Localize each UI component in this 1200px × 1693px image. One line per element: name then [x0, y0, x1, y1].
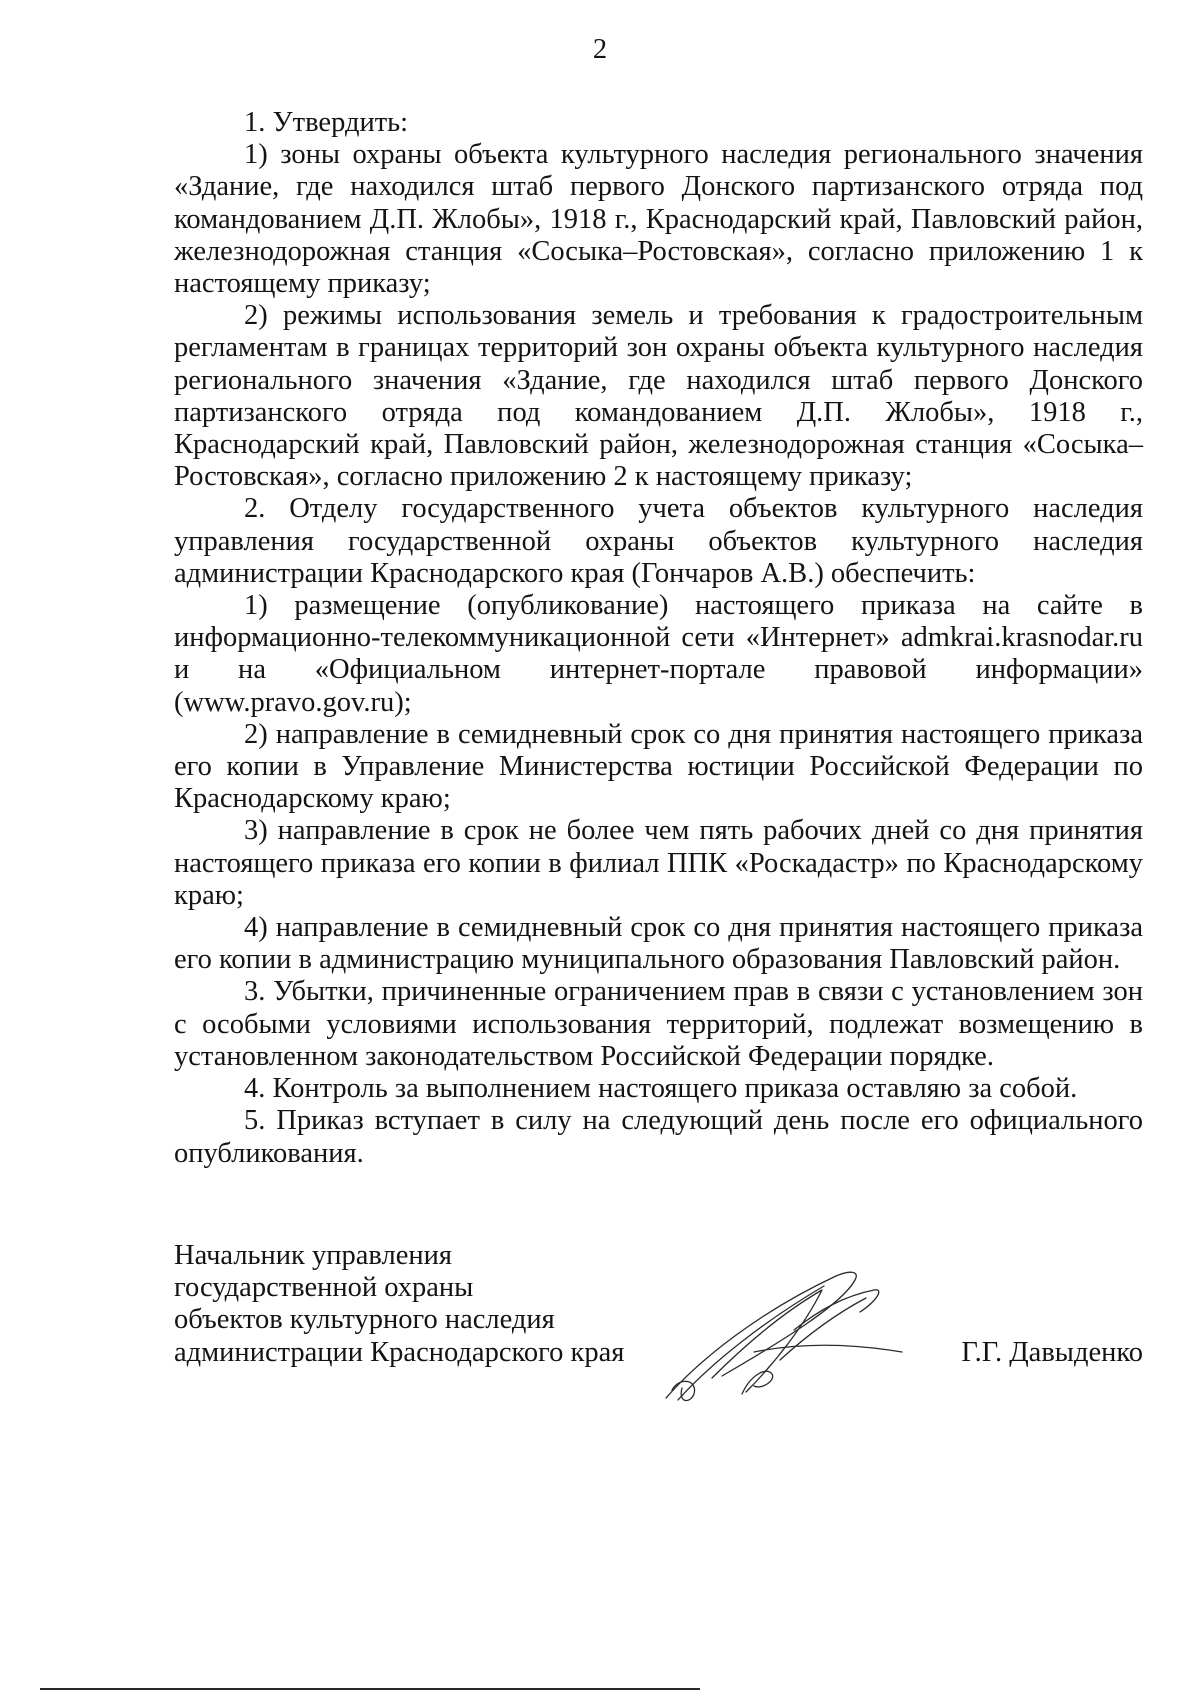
- signer-position: [174, 1240, 624, 1369]
- signer-position-line: администрации Краснодарского края: [174, 1336, 625, 1368]
- footer-rule: [40, 1688, 700, 1690]
- signer-position-line: Начальник управления: [174, 1240, 452, 1271]
- signer-position-line: государственной охраны: [174, 1272, 474, 1304]
- signer-position-line: объектов культурного наследия: [174, 1304, 555, 1336]
- handwritten-signature: [654, 1260, 914, 1410]
- paragraph-municipal-administration: 4) направление в семидневный срок со дня принятия настоящего приказа его копии в администрацию муниципального образования Павловский район.: [174, 912, 1143, 976]
- paragraph-ministry-of-justice: 2) направление в семидневный срок со дня принятия настоящего приказа его копии в Управление Министерства юстиции Российской Федерации по Краснодарскому краю;: [174, 718, 1143, 815]
- paragraph-department-duties: 2. Отделу государственного учета объектов культурного наследия управления государственной охраны объектов культурного наследия администрации Краснодарского края (Гончаров А.В.) обеспечить:: [174, 493, 1143, 589]
- paragraph-entry-into-force: 5. Приказ вступает в силу на следующий день после его официального опубликования.: [174, 1105, 1143, 1169]
- paragraph-roskadastr: 3) направление в срок не более чем пять рабочих дней со дня принятия настоящего приказа его копии в филиал ППК «Роскадастр» по Краснодарскому краю;: [174, 815, 1143, 911]
- paragraph-publication: 1) размещение (опубликование) настоящего приказа на сайте в информационно-телекоммуникационной сети «Интернет» admkrai.krasnodar.ru и на «Официальном интернет-портале правовой информации» (www.pravo.gov.ru);: [174, 590, 1143, 718]
- paragraph-approve: 1. Утвердить:: [244, 107, 409, 138]
- paragraph-land-use-regimes: 2) режимы использования земель и требования к градостроительным регламентам в границах территорий зон охраны объекта культурного наследия регионального значения «Здание, где находился штаб первого Донского партизанского отряда под командованием Д.П. Жлобы», 1918 г., Краснодарский край, Павловский район, железнодорожная станция «Сосыка–Ростовская», согласно приложению 2 к настоящему приказу;: [174, 300, 1143, 493]
- paragraph-control: 4. Контроль за выполнением настоящего приказа оставляю за собой.: [244, 1073, 1078, 1105]
- paragraph-protection-zones: 1) зоны охраны объекта культурного наследия регионального значения «Здание, где находился штаб первого Донского партизанского отряда под командованием Д.П. Жлобы», 1918 г., Краснодарский край, Павловский район, железнодорожная станция «Сосыка–Ростовская», согласно приложению 1 к настоящему приказу;: [174, 139, 1143, 300]
- signature-block: [174, 1240, 1143, 1410]
- document-body: [174, 107, 1143, 1170]
- page-number: 2: [592, 34, 608, 65]
- paragraph-losses: 3. Убытки, причиненные ограничением прав в связи с установлением зон с особыми условиями использования территорий, подлежат возмещению в установленном законодательством Российской Федерации порядке.: [174, 976, 1143, 1072]
- signer-name: Г.Г. Давыденко: [961, 1336, 1143, 1368]
